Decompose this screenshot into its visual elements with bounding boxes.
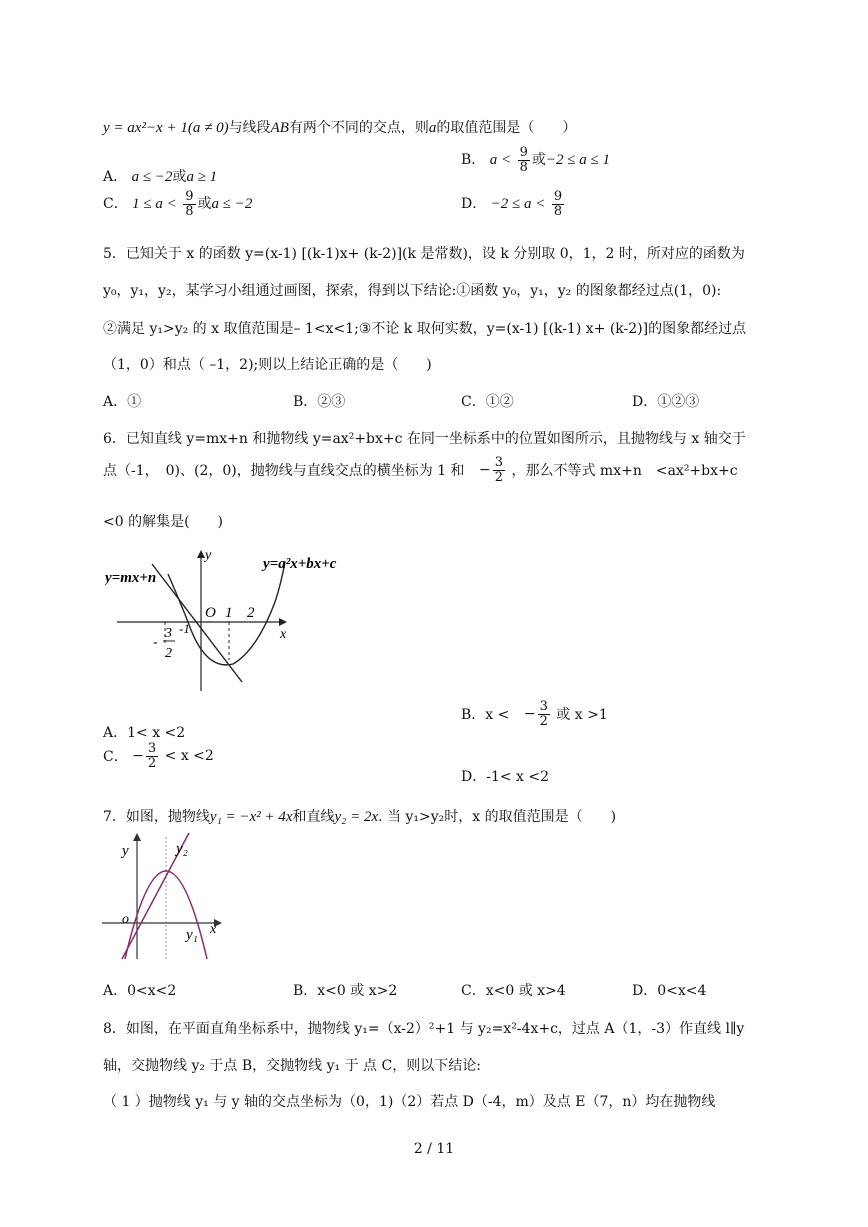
q6-optB-fraction	[538, 700, 550, 728]
label-3: 3	[165, 626, 172, 641]
q5-option-d: D．①②③	[632, 394, 700, 410]
label-parabola: y=a²x+bx+c	[263, 556, 337, 572]
q6-optC-fraction	[146, 742, 158, 770]
q7-figure	[100, 833, 230, 963]
q5-option-c: C．①②	[461, 394, 514, 410]
frac-den: 2	[539, 713, 548, 729]
q4-stem-text3: 的取值范围是（ ）	[436, 120, 577, 136]
label-y: y	[205, 548, 212, 563]
q6-line-2	[103, 456, 738, 484]
q4-optC-1: 1 ≤ a <	[132, 196, 177, 213]
label-minus: -	[153, 635, 158, 650]
q6-optB-label: B．x <	[461, 707, 510, 724]
frac-num: 9	[519, 145, 528, 160]
q6-line-2a: 点（-1， 0)、(2，0)，抛物线与直线交点的横坐标为 1 和	[103, 463, 465, 480]
label-x: x	[280, 627, 287, 642]
label-neg1: -1	[179, 621, 190, 636]
q5-option-a: A．①	[103, 394, 142, 410]
y-axis-arrow	[133, 833, 141, 841]
frac-den: 2	[494, 469, 504, 485]
q6-optB-sign: −	[523, 706, 536, 723]
frac-num: 3	[539, 699, 548, 714]
q4-optC-label: C．	[103, 196, 128, 213]
q6-line-1: 6．已知直线 y=mx+n 和抛物线 y=ax²+bx+c 在同一坐标系中的位置如图所示，且抛物线与 x 轴交于	[103, 431, 746, 447]
frac-num: 9	[185, 189, 194, 204]
q4-optA-label: A．	[103, 169, 128, 185]
x-axis-arrow	[279, 618, 287, 626]
q6-line-3: <0 的解集是( )	[103, 514, 224, 530]
q6-fraction	[493, 456, 505, 484]
q7-option-a: A．0<x<2	[103, 983, 177, 999]
y-axis-arrow	[197, 550, 205, 558]
q5-line-2: y₀，y₁，y₂，某学习小组通过画图，探索，得到以下结论:①函数 y₀，y₁，y₂ 的图象都经过点(1，0):	[103, 283, 722, 299]
q5-line-1: 5．已知关于 x 的函数 y=(x-1) [(k-1)x+ (k-2)](k 是常数)，设 k 分别取 0，1，2 时，所对应的函数为	[103, 246, 745, 262]
q4-optD-1: −2 ≤ a <	[490, 196, 546, 213]
q5-line-3: ②满足 y₁>y₂ 的 x 取值范围是– 1<x<1;③不论 k 取何实数，y=(x-1) [(k-1) x+ (k-2)]的图象都经过点	[103, 321, 747, 337]
frac-num: 3	[147, 741, 157, 756]
q7-option-d: D．0<x<4	[632, 983, 707, 999]
label-x: x	[210, 922, 217, 937]
frac-den: 8	[519, 159, 528, 175]
q6-option-b	[461, 700, 608, 728]
label-O: O	[205, 605, 216, 621]
q6-optB-rest: 或 x >1	[556, 707, 608, 724]
label-den2: 2	[165, 646, 172, 661]
q8-line-3: （ 1 ）抛物线 y₁ 与 y 轴的交点坐标为（0，1)（2）若点 D（-4，m）及点 E（7，n）均在抛物线	[103, 1094, 716, 1110]
q7-stem	[103, 806, 616, 826]
q4-option-d	[461, 190, 566, 218]
q4-optA-2: a ≥ 1	[186, 169, 218, 185]
q6-optC-rest: < x <2	[164, 748, 214, 765]
label-y: y	[122, 843, 129, 859]
label-y2: y₂	[176, 841, 188, 857]
label-1: 1	[225, 605, 233, 621]
q6-option-c	[103, 742, 214, 770]
q8-line-1: 8．如图，在平面直角坐标系中，抛物线 y₁=（x-2）²+1 与 y₂=x²-4x+c，过点 A（1，-3）作直线 l∥y	[103, 1021, 745, 1037]
q6-option-d: D．-1< x <2	[461, 769, 550, 785]
q6-frac-sign: −	[479, 462, 491, 479]
q4-optC-2: a ≤ −2	[211, 196, 253, 213]
frac-num: 3	[494, 455, 504, 470]
q7-eq1: y₁ = −x² + 4x	[209, 809, 293, 825]
q6-line-2b: ，那么不等式 mx+n <ax²+bx+c	[511, 463, 738, 480]
q4-stem-seg: AB	[270, 120, 289, 136]
q5-line-4: （1，0）和点（ –1，2);则以上结论正确的是（ )	[103, 357, 432, 373]
q4-stem-text2: 有两个不同的交点，则	[288, 120, 429, 136]
q6-option-a: A．1< x <2	[103, 725, 186, 741]
q7-option-c: C．x<0 或 x>4	[461, 983, 566, 999]
q4-optC-fraction	[183, 190, 195, 218]
label-2: 2	[247, 605, 255, 621]
q4-optB-fraction	[518, 146, 530, 174]
label-line: y=mx+n	[105, 570, 157, 586]
q8-line-2: 轴，交抛物线 y₂ 于点 B，交抛物线 y₁ 于 点 C，则以下结论:	[103, 1058, 481, 1074]
q4-optB-or: 或	[531, 152, 546, 169]
q4-optD-fraction	[552, 190, 564, 218]
frac-num: 9	[553, 189, 563, 204]
q4-option-c	[103, 190, 252, 218]
q4-stem	[103, 117, 576, 137]
q4-stem-math: y = ax²−x + 1(a ≠ 0)	[103, 120, 229, 136]
label-y1: y₁	[186, 927, 198, 943]
q4-optC-or: 或	[197, 196, 212, 213]
q7-text3: . 当 y₁>y₂时，x 的取值范围是（ )	[378, 809, 617, 825]
q7-text1: 7．如图，抛物线	[103, 809, 210, 825]
label-o: o	[122, 912, 129, 927]
q4-optA-or: 或	[172, 169, 187, 185]
q4-option-a	[103, 166, 217, 186]
frac-den: 8	[553, 203, 563, 219]
q4-stem-text1: 与线段	[228, 120, 271, 136]
q5-option-b: B．②③	[293, 394, 346, 410]
q7-option-b: B．x<0 或 x>2	[293, 983, 398, 999]
page-number: 2 / 11	[413, 1141, 455, 1157]
q4-optB-1: a <	[489, 152, 512, 169]
frac-den: 2	[147, 755, 157, 771]
q6-optC-sign: −	[132, 748, 144, 765]
q4-stem-a: a	[428, 120, 437, 136]
q6-figure	[105, 546, 365, 696]
q4-optB-label: B．	[461, 152, 486, 169]
frac-den: 8	[185, 203, 194, 219]
q7-text2: 和直线	[292, 809, 335, 825]
q4-option-b	[461, 146, 610, 174]
q4-optD-label: D．	[461, 196, 487, 213]
q7-eq2: y₂ = 2x	[334, 809, 379, 825]
q4-optB-2: −2 ≤ a ≤ 1	[545, 152, 610, 169]
q4-optA-1: a ≤ −2	[131, 169, 173, 185]
q6-optC-label: C．	[103, 749, 128, 766]
